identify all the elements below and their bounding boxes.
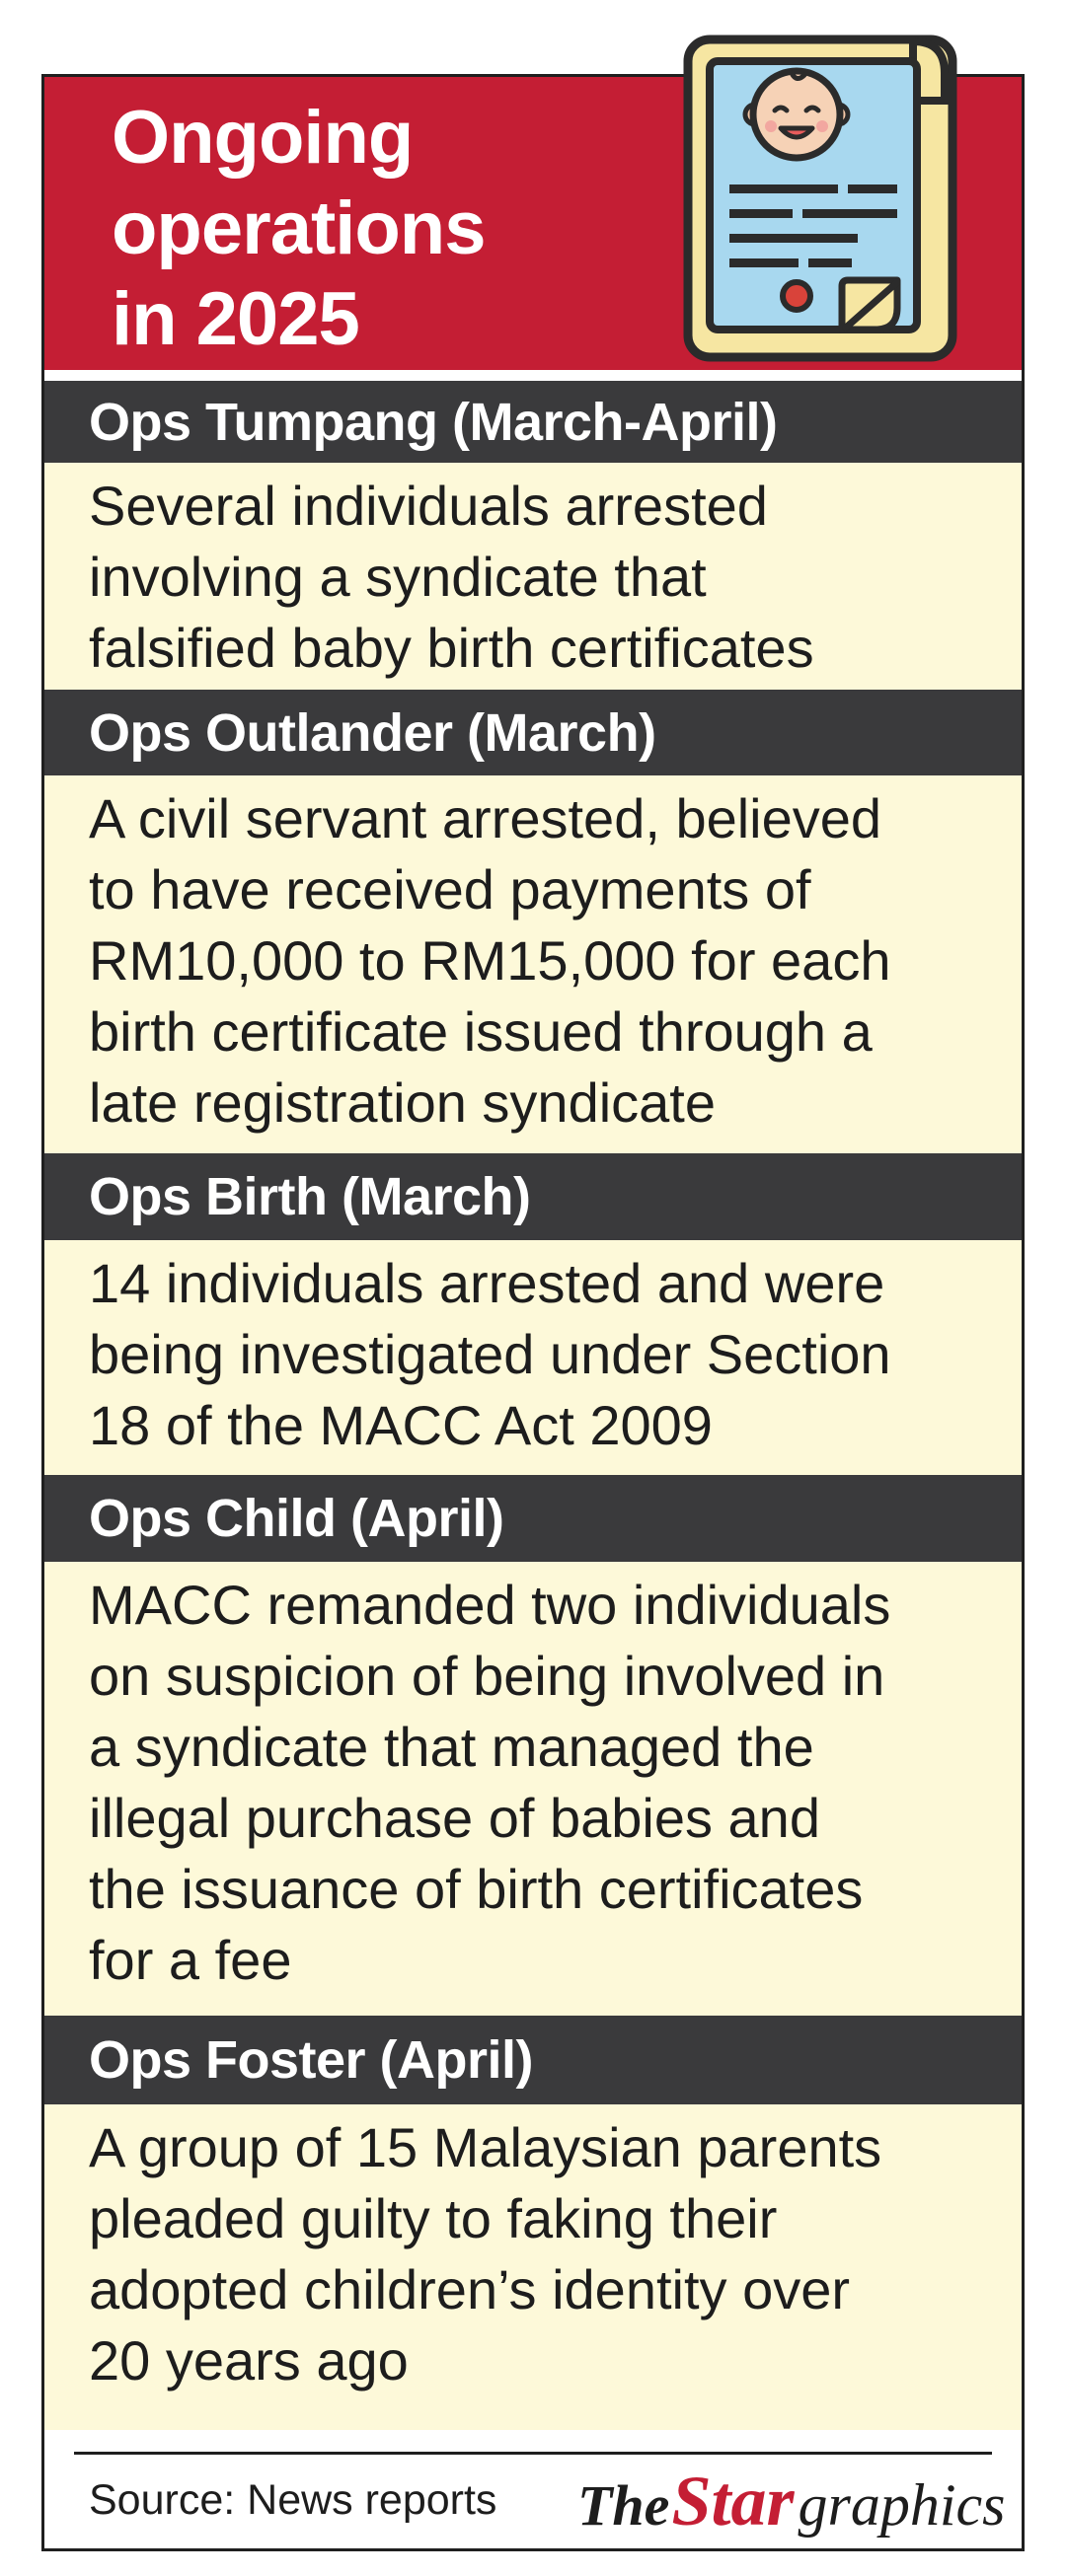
body-line: involving a syndicate that: [89, 546, 707, 608]
body-line: a syndicate that managed the: [89, 1716, 814, 1778]
body-line: 18 of the MACC Act 2009: [89, 1394, 713, 1456]
body-line: Several individuals arrested: [89, 475, 768, 537]
body-line: the issuance of birth certificates: [89, 1858, 864, 1920]
section-body-ops-foster: [44, 2104, 1022, 2430]
body-line: A group of 15 Malaysian parents: [89, 2116, 882, 2178]
body-line: 14 individuals arrested and were: [89, 1252, 885, 1314]
page-title: [112, 93, 625, 365]
source-credit: Source: News reports: [89, 2476, 497, 2524]
body-line: for a fee: [89, 1929, 292, 1991]
body-line: MACC remanded two individuals: [89, 1574, 891, 1636]
body-line: being investigated under Section: [89, 1323, 891, 1385]
body-line: RM10,000 to RM15,000 for each: [89, 929, 891, 992]
logo-graphics: graphics: [798, 2472, 1006, 2538]
star-graphics-logo: [577, 2461, 1006, 2539]
title-line: in 2025: [112, 277, 359, 361]
body-line: on suspicion of being involved in: [89, 1645, 885, 1707]
logo-the: The: [577, 2473, 670, 2538]
section-heading-ops-tumpang: [44, 381, 1022, 463]
body-line: birth certificate issued through a: [89, 1000, 873, 1063]
section-body-ops-birth: [44, 1240, 1022, 1475]
body-line: falsified baby birth certificates: [89, 617, 814, 679]
birth-certificate-icon: [648, 32, 994, 367]
body-line: 20 years ago: [89, 2329, 409, 2392]
section-heading-label: Ops Foster (April): [89, 2030, 534, 2090]
section-heading-ops-birth: [44, 1153, 1022, 1240]
header-divider: [44, 370, 1022, 381]
section-heading-ops-outlander: [44, 690, 1022, 775]
section-heading-label: Ops Outlander (March): [89, 702, 656, 763]
body-line: pleaded guilty to faking their: [89, 2187, 778, 2249]
title-line: Ongoing: [112, 96, 414, 180]
section-heading-label: Ops Child (April): [89, 1489, 504, 1548]
logo-star: Star: [671, 2462, 795, 2540]
infographic-frame: [41, 74, 1025, 2551]
section-heading-label: Ops Tumpang (March-April): [89, 392, 778, 452]
body-line: late registration syndicate: [89, 1071, 717, 1134]
title-line: operations: [112, 186, 486, 270]
section-heading-label: Ops Birth (March): [89, 1167, 531, 1226]
body-line: A civil servant arrested, believed: [89, 787, 882, 849]
body-line: adopted children’s identity over: [89, 2258, 851, 2320]
section-heading-ops-foster: [44, 2016, 1022, 2104]
section-body-ops-child: [44, 1562, 1022, 2016]
section-body-ops-outlander: [44, 775, 1022, 1153]
body-line: illegal purchase of babies and: [89, 1787, 820, 1849]
section-heading-ops-child: [44, 1475, 1022, 1562]
footer-divider: [74, 2452, 992, 2455]
section-body-ops-tumpang: [44, 463, 1022, 690]
body-line: to have received payments of: [89, 858, 811, 920]
